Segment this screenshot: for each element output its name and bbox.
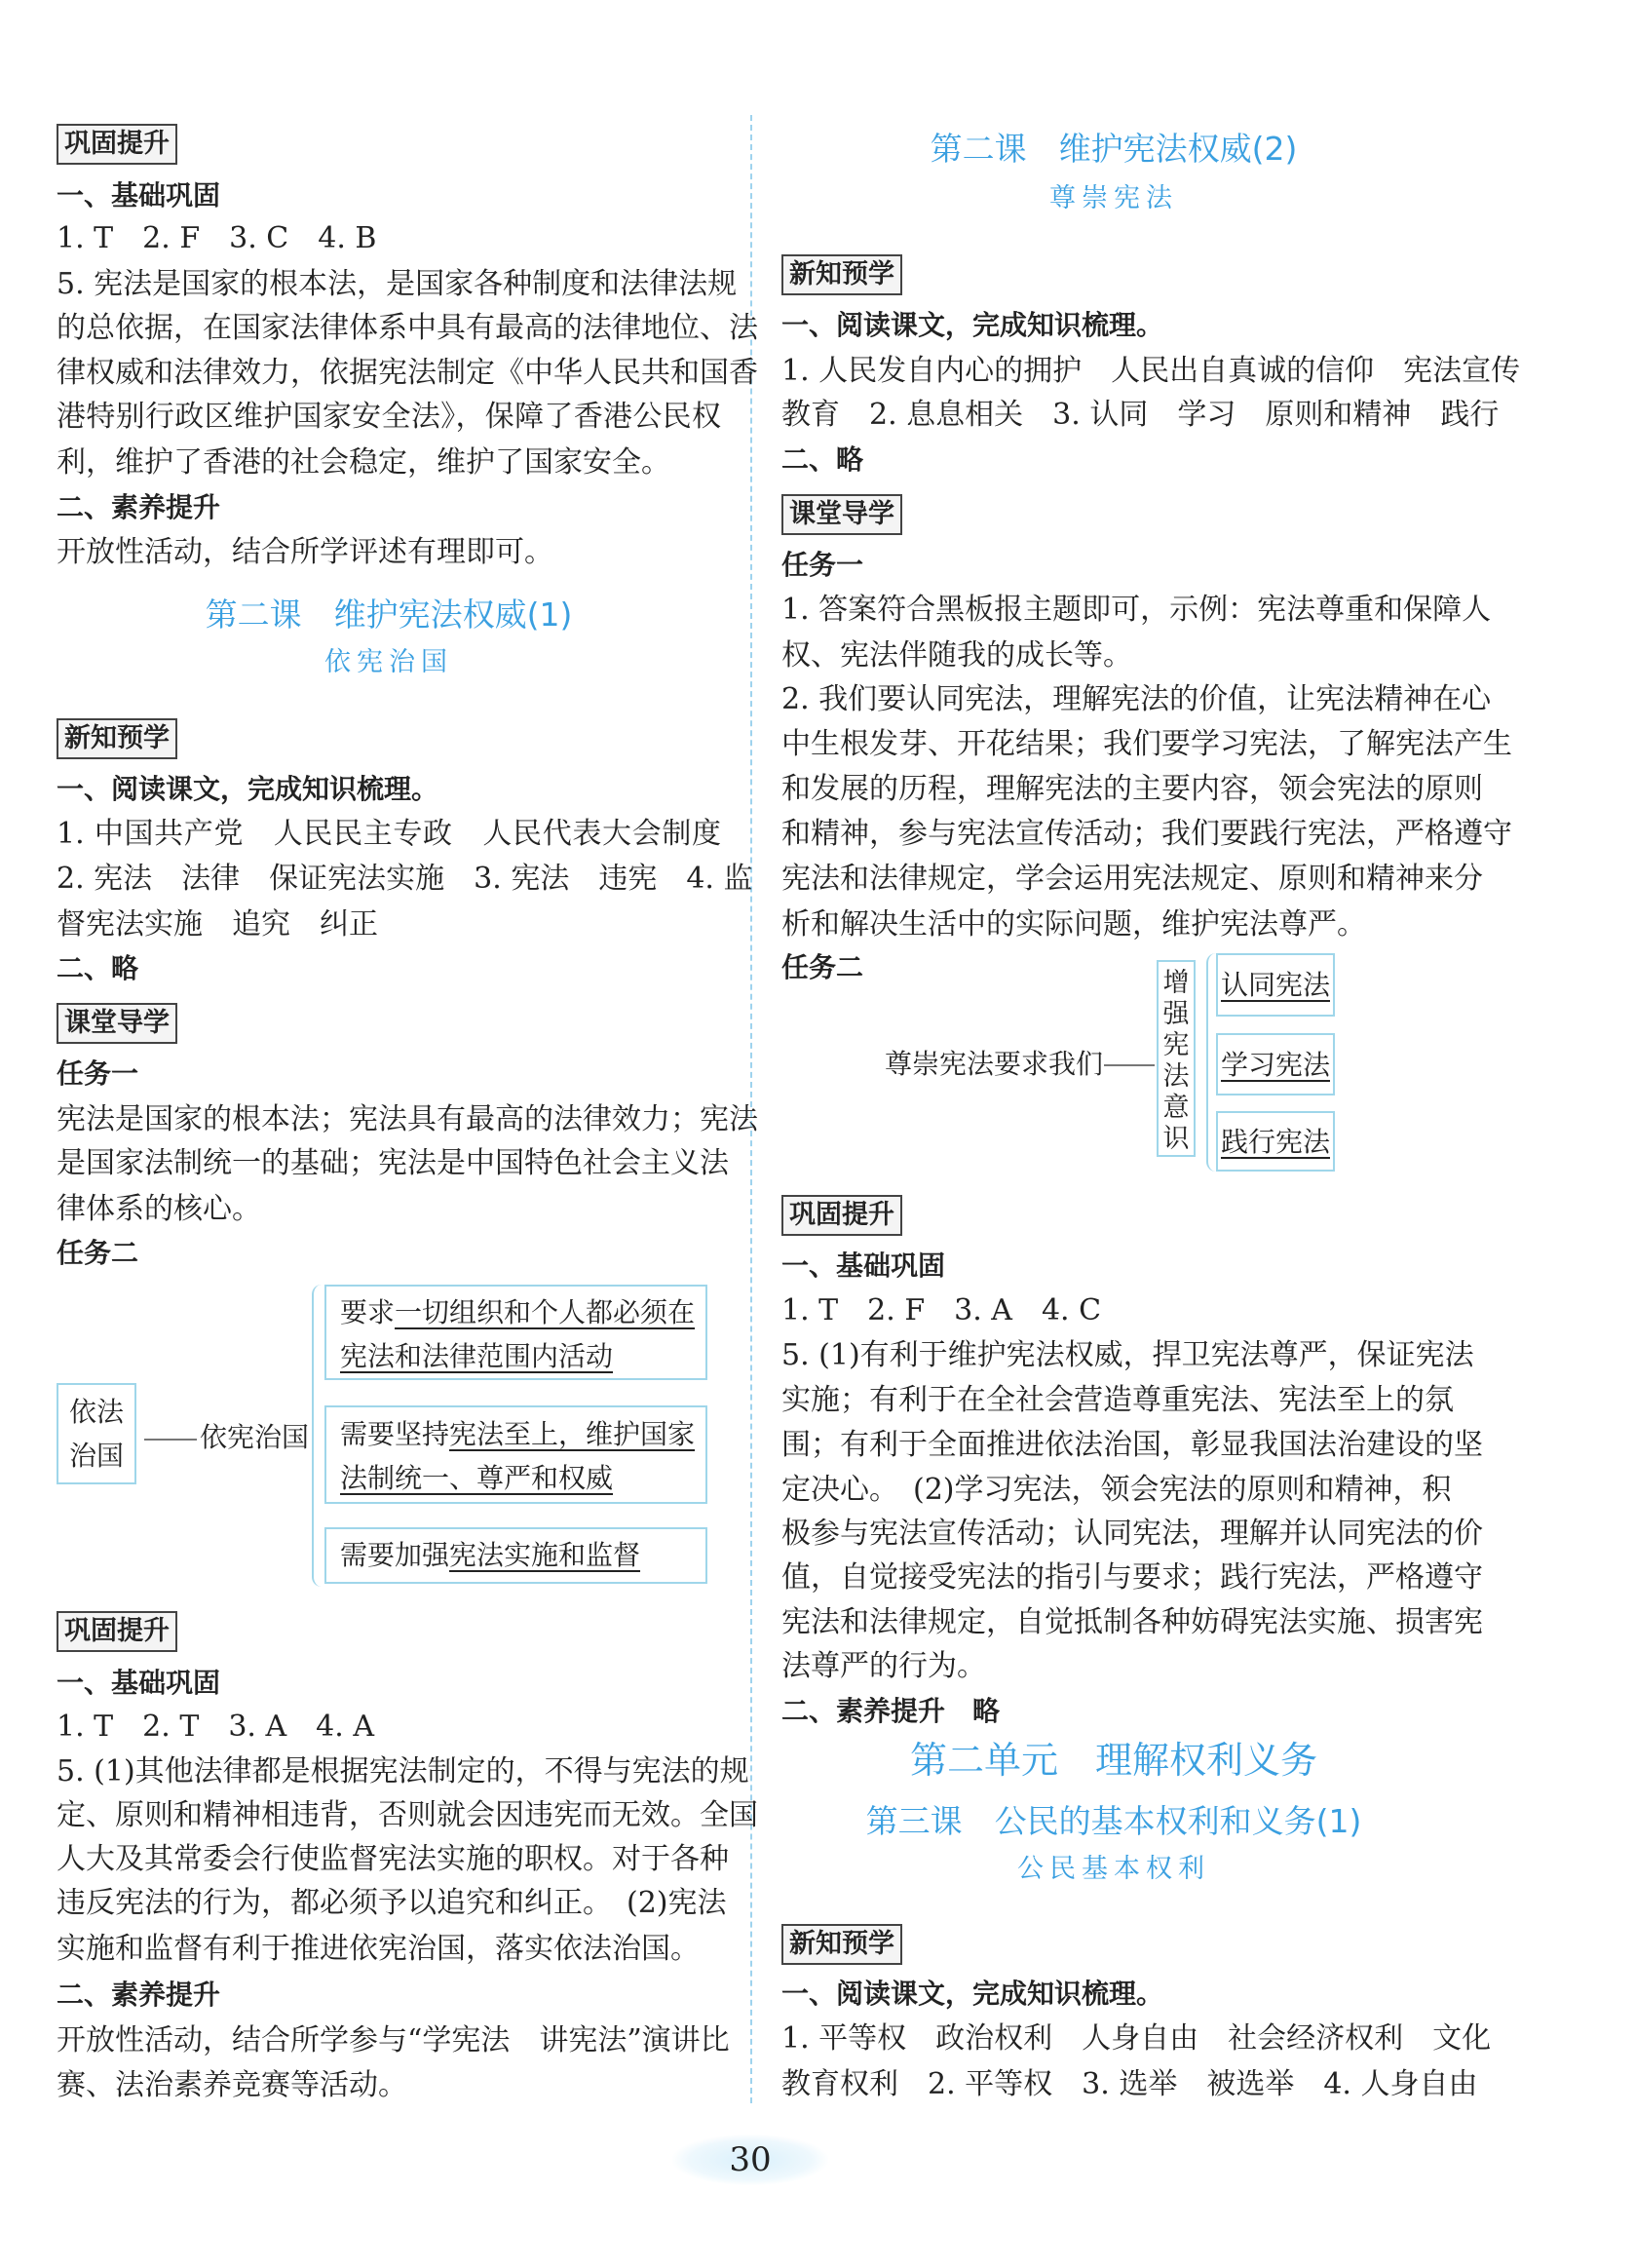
section-heading: 一、基础巩固 xyxy=(57,1667,221,1699)
text-line: 围；有利于全面推进依法治国，彰显我国法治建设的坚 xyxy=(781,1428,1483,1462)
section-heading: 二、素养提升 xyxy=(57,1979,221,2011)
section-heading: 一、阅读课文，完成知识梳理。 xyxy=(781,1978,1164,2010)
diagram-root-box xyxy=(57,1383,136,1484)
lesson-title: 第三课 公民的基本权利和义务(1) xyxy=(865,1802,1362,1840)
text-line: 1. 人民发自内心的拥护 人民出自真诚的信仰 宪法宣传 xyxy=(781,354,1521,388)
section-heading: 二、略 xyxy=(57,952,139,984)
mid-char: 增 xyxy=(1162,968,1190,998)
task-heading: 任务二 xyxy=(781,951,864,983)
text-line: 5. 宪法是国家的根本法，是国家各种制度和法律法规 xyxy=(57,267,738,301)
diagram-root-text: 治国 xyxy=(68,1440,124,1472)
text-line: 人大及其常委会行使监督宪法实施的职权。对于各种 xyxy=(57,1842,729,1876)
section-tag: 课堂导学 xyxy=(781,494,902,535)
task-heading: 任务一 xyxy=(781,549,864,581)
box-text: 需要坚持 xyxy=(340,1418,450,1450)
box-text: 需要加强 xyxy=(340,1539,450,1571)
text-line: 析和解决生活中的实际问题，维护宪法尊严。 xyxy=(781,907,1366,942)
text-line: 值，自觉接受宪法的指引与要求；践行宪法，严格遵守 xyxy=(781,1560,1483,1595)
text-line: 和精神，参与宪法宣传活动；我们要践行宪法，严格遵守 xyxy=(781,817,1512,851)
section-heading: 二、素养提升 略 xyxy=(781,1695,1001,1727)
box-underlined-text: 宪法和法律范围内活动 xyxy=(340,1340,614,1372)
text-line: 教育权利 2. 平等权 3. 选举 被选举 4. 人身自由 xyxy=(781,2067,1478,2101)
text-line: 律体系的核心。 xyxy=(57,1192,261,1226)
section-tag: 巩固提升 xyxy=(57,124,177,165)
text-line: 极参与宪法宣传活动；认同宪法，理解并认同宪法的价 xyxy=(781,1517,1483,1551)
text-line: 1. 中国共产党 人民民主专政 人民代表大会制度 xyxy=(57,817,721,851)
text-line: 定决心。 (2)学习宪法，领会宪法的原则和精神，积 xyxy=(781,1473,1452,1507)
mid-char: 强 xyxy=(1162,999,1190,1029)
diagram-box xyxy=(1216,953,1335,1017)
text-line: 宪法和法律规定，学会运用宪法规定、原则和精神来分 xyxy=(781,862,1483,896)
section-heading: 一、阅读课文，完成知识梳理。 xyxy=(781,309,1164,341)
section-heading: 一、基础巩固 xyxy=(57,179,221,211)
mid-char: 识 xyxy=(1162,1124,1190,1154)
mid-char: 法 xyxy=(1162,1061,1190,1092)
text-line: 利，维护了香港的社会稳定，维护了国家安全。 xyxy=(57,445,670,480)
diagram-root-text: 依法 xyxy=(68,1396,124,1428)
diagram-box xyxy=(1216,1111,1335,1172)
text-line: 开放性活动，结合所学参与“学宪法 讲宪法”演讲比 xyxy=(57,2023,730,2057)
box-underlined-text: 认同宪法 xyxy=(1220,969,1330,1001)
lesson-subtitle: 公民基本权利 xyxy=(1017,1854,1210,1884)
text-line: 是国家法制统一的基础；宪法是中国特色社会主义法 xyxy=(57,1146,729,1180)
box-underlined-text: 宪法实施和监督 xyxy=(449,1539,641,1571)
task-heading: 任务一 xyxy=(57,1057,139,1090)
connector-line xyxy=(144,1439,197,1441)
section-tag: 巩固提升 xyxy=(57,1611,177,1652)
answers: 1. T 2. F 3. A 4. C xyxy=(781,1293,1102,1327)
text-line: 5. (1)有利于维护宪法权威，捍卫宪法尊严，保证宪法 xyxy=(781,1338,1474,1372)
box-text: 要求 xyxy=(340,1296,396,1328)
mid-char: 宪 xyxy=(1162,1030,1190,1060)
text-line: 的总依据，在国家法律体系中具有最高的法律地位、法 xyxy=(57,311,758,345)
diagram-mid-text: 依宪治国 xyxy=(200,1421,310,1453)
section-tag: 新知预学 xyxy=(57,718,177,759)
section-tag: 新知预学 xyxy=(781,254,902,295)
text-line: 权、宪法伴随我的成长等。 xyxy=(781,638,1132,673)
text-line: 2. 我们要认同宪法，理解宪法的价值，让宪法精神在心 xyxy=(781,682,1492,716)
unit-title: 第二单元 理解权利义务 xyxy=(909,1739,1317,1782)
task-heading: 任务二 xyxy=(57,1237,139,1269)
text-line: 5. (1)其他法律都是根据宪法制定的，不得与宪法的规 xyxy=(57,1754,749,1788)
text-line: 违反宪法的行为，都必须予以追究和纠正。 (2)宪法 xyxy=(57,1886,727,1920)
text-line: 实施和监督有利于推进依宪治国，落实依法治国。 xyxy=(57,1932,700,1966)
text-line: 和发展的历程，理解宪法的主要内容，领会宪法的原则 xyxy=(781,772,1483,806)
page-number: 30 xyxy=(672,2134,828,2185)
text-line: 实施；有利于在全社会营造尊重宪法、宪法至上的氛 xyxy=(781,1383,1454,1417)
lesson-title: 第二课 维护宪法权威(2) xyxy=(930,130,1298,168)
text-line: 定、原则和精神相违背，否则就会因违宪而无效。全国 xyxy=(57,1798,758,1832)
text-line: 宪法是国家的根本法；宪法具有最高的法律效力；宪法 xyxy=(57,1102,758,1136)
answers: 1. T 2. F 3. C 4. B xyxy=(57,221,377,255)
text-line: 中生根发芽、开花结果；我们要学习宪法，了解宪法产生 xyxy=(781,727,1512,761)
connector-line xyxy=(1104,1064,1155,1066)
section-tag: 新知预学 xyxy=(781,1924,902,1965)
diagram-box xyxy=(324,1527,707,1584)
diagram-box xyxy=(1216,1033,1335,1096)
diagram-mid-box xyxy=(1157,960,1196,1157)
section-heading: 二、略 xyxy=(781,443,864,476)
box-underlined-text: 法制统一、尊严和权威 xyxy=(340,1462,614,1494)
brace xyxy=(312,1285,325,1587)
mid-char: 意 xyxy=(1162,1093,1190,1123)
text-line: 开放性活动，结合所学评述有理即可。 xyxy=(57,535,553,569)
box-underlined-text: 一切组织和个人都必须在 xyxy=(395,1296,696,1328)
text-line: 教育 2. 息息相关 3. 认同 学习 原则和精神 践行 xyxy=(781,398,1500,432)
text-line: 督宪法实施 追究 纠正 xyxy=(57,907,378,942)
section-heading: 一、阅读课文，完成知识梳理。 xyxy=(57,773,439,805)
box-underlined-text: 宪法至上，维护国家 xyxy=(449,1418,696,1450)
box-underlined-text: 践行宪法 xyxy=(1220,1126,1330,1158)
section-heading: 二、素养提升 xyxy=(57,491,221,523)
box-underlined-text: 学习宪法 xyxy=(1220,1049,1330,1081)
diagram-root-text: 尊崇宪法要求我们 xyxy=(885,1048,1104,1080)
section-tag: 课堂导学 xyxy=(57,1003,177,1044)
text-line: 律权威和法律效力，依据宪法制定《中华人民共和国香 xyxy=(57,356,758,390)
text-line: 赛、法治素养竞赛等活动。 xyxy=(57,2068,407,2102)
text-line: 1. 答案符合黑板报主题即可，示例：宪法尊重和保障人 xyxy=(781,593,1492,627)
section-tag: 巩固提升 xyxy=(781,1195,902,1236)
diagram-box xyxy=(324,1285,707,1380)
lesson-title: 第二课 维护宪法权威(1) xyxy=(205,596,573,634)
text-line: 1. 平等权 政治权利 人身自由 社会经济权利 文化 xyxy=(781,2021,1492,2056)
diagram-box xyxy=(324,1405,707,1504)
lesson-subtitle: 尊崇宪法 xyxy=(1049,183,1178,213)
text-line: 港特别行政区维护国家安全法》，保障了香港公民权 xyxy=(57,400,721,434)
text-line: 法尊严的行为。 xyxy=(781,1649,986,1683)
lesson-subtitle: 依宪治国 xyxy=(324,647,453,677)
text-line: 宪法和法律规定，自觉抵制各种妨碍宪法实施、损害宪 xyxy=(781,1605,1483,1639)
answers: 1. T 2. T 3. A 4. A xyxy=(57,1710,374,1744)
section-heading: 一、基础巩固 xyxy=(781,1249,946,1282)
text-line: 2. 宪法 法律 保证宪法实施 3. 宪法 违宪 4. 监 xyxy=(57,862,753,896)
